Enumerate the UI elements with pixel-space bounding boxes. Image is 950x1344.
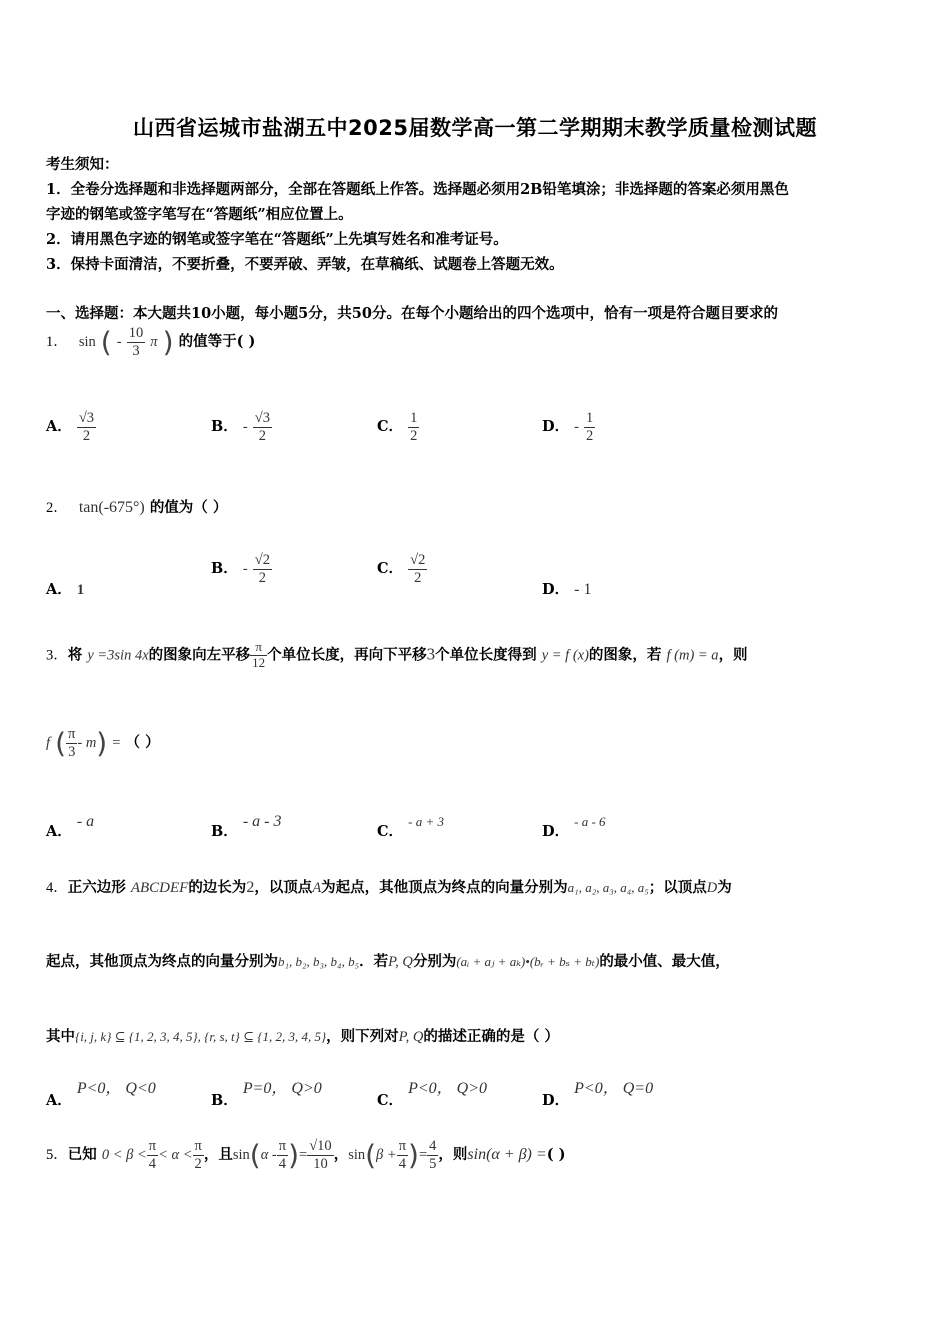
question-number: 2． (46, 500, 68, 516)
question-number: 1． (46, 334, 68, 351)
q3-option-b[interactable]: B． - a - 3 (211, 813, 282, 840)
question-3-line-1: 3．将 y =3sin 4x的图象向左平移 $\frac{\pi}{12}$ 个单位长度，再向下平移3个单位长度得到 y = f (x)的图象，若 f (m) = a，则 (46, 639, 748, 670)
q3-option-d[interactable]: D． - a - 6 (542, 814, 606, 840)
page-title: 山西省运城市盐湖五中2025届数学高一第二学期期末教学质量检测试题 (133, 116, 817, 140)
notice-item-1: 1．全卷分选择题和非选择题两部分，全部在答题纸上作答。选择题必须用2B铅笔填涂；非选择题的答案必须用黑色 (46, 181, 789, 198)
q4-option-b[interactable]: B． P=0， Q>0 (211, 1080, 322, 1109)
question-4-line-1: 4．正六边形 ABCDEF的边长为2，以顶点A为起点，其他顶点为终点的向量分别为a₁, a₂, a₃, a₄, a₅；以顶点D为 (46, 879, 732, 896)
question-5: 5．已知 0 < β < $\frac{\pi}{4}$ < α < $\frac{\pi}{2}$ ，且sin(α - $\frac{\pi}{4}$ )= $\frac{√10}{10}$ ，sin(β + $\frac{\pi}{4}$ )= $\frac{4}{5}$ ，则sin(α + β) =( ) (46, 1138, 566, 1172)
q2-option-a[interactable]: A． 1 (46, 581, 85, 598)
math-pi: π (150, 334, 158, 351)
question-4-line-2: 起点，其他顶点为终点的向量分别为b₁, b₂, b₃, b₄, b₅．若P, Q分别为(aᵢ + aⱼ + aₖ)•(bᵣ + bₛ + bₜ)的最小值、最大值， (46, 953, 730, 970)
paren-open: ( (100, 325, 112, 359)
q1-option-a[interactable]: A． $\frac{√3}{2}$ (46, 410, 95, 444)
q4-option-c[interactable]: C． P<0， Q>0 (377, 1080, 488, 1109)
q1-option-b[interactable]: B． - $\frac{√3}{2}$ (211, 410, 270, 444)
fraction: $\frac{10}{3}$ (128, 325, 144, 359)
question-4-line-3: 其中{i, j, k} ⊆ {1, 2, 3, 4, 5}, {r, s, t} ⊆ {1, 2, 3, 4, 5}，则下列对P, Q的描述正确的是（ ） (46, 1028, 559, 1045)
question-text: 的值为（ ） (149, 499, 228, 516)
paren-close: ) (162, 325, 174, 359)
notice-item-3: 3．保持卡面清洁，不要折叠，不要弄破、弄皱，在草稿纸、试题卷上答题无效。 (46, 256, 564, 273)
q3-option-a[interactable]: A． - a (46, 813, 95, 840)
q3-option-c[interactable]: C． - a + 3 (377, 814, 444, 840)
q2-option-c[interactable]: C． $\frac{√2}{2}$ (377, 552, 426, 586)
section-heading: 一、选择题：本大题共10小题，每小题5分，共50分。在每个小题给出的四个选项中，恰有一项是符合题目要求的 (46, 305, 778, 322)
question-3-line-2: f ( $\frac{\pi}{3}$ - m) = （ ） (46, 726, 160, 760)
q1-option-c[interactable]: C． $\frac{1}{2}$ (377, 410, 418, 444)
q1-option-d[interactable]: D． - $\frac{1}{2}$ (542, 410, 594, 444)
q2-option-d[interactable]: D． - 1 (542, 581, 592, 598)
notice-heading: 考生须知： (46, 156, 119, 173)
math-func: sin (78, 334, 96, 351)
q4-option-d[interactable]: D． P<0， Q=0 (542, 1080, 654, 1109)
notice-item-1-cont: 字迹的钢笔或签字笔写在“答题纸”相应位置上。 (46, 206, 353, 223)
question-1 (46, 325, 255, 359)
q2-option-b[interactable]: B． - $\frac{√2}{2}$ (211, 552, 270, 586)
q4-option-a[interactable]: A． P<0， Q<0 (46, 1080, 156, 1109)
question-text: 的值等于( ) (178, 333, 256, 351)
math-expr: tan(-675°) (78, 499, 145, 516)
math-minus: - (116, 334, 122, 351)
notice-item-2: 2．请用黑色字迹的钢笔或签字笔在“答题纸”上先填写姓名和准考证号。 (46, 231, 508, 248)
question-2 (46, 496, 227, 517)
